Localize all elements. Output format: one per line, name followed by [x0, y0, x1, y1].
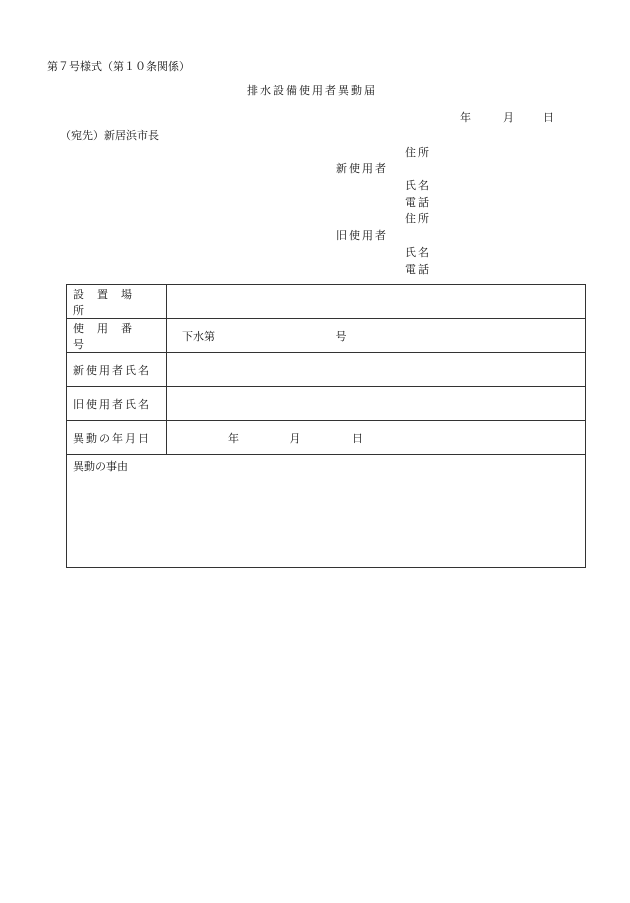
- old-user-name-table-label: 旧使用者氏名: [73, 397, 151, 411]
- change-date-label: 異動の年月日: [73, 431, 151, 445]
- document-title: 排水設備使用者異動届: [247, 84, 377, 97]
- change-date-label-cell: [67, 421, 167, 455]
- new-user-name-label-cell: [67, 353, 167, 387]
- usage-number-suffix: 号: [335, 329, 347, 343]
- change-date-field[interactable]: [167, 421, 586, 455]
- location-label: 設置場所: [73, 287, 145, 317]
- table-row-new-user-name: [67, 353, 586, 387]
- old-user-name-field[interactable]: [167, 387, 586, 421]
- reason-label: 異動の事由: [73, 460, 128, 473]
- old-user-name-label: 氏名: [405, 246, 431, 259]
- usage-number-label-cell: [67, 319, 167, 353]
- table-row-location: [67, 285, 586, 319]
- date-month-label: 月: [503, 111, 514, 124]
- usage-number-prefix: 下水第: [182, 329, 215, 343]
- old-user-address-label: 住所: [405, 212, 431, 225]
- usage-number-field[interactable]: [167, 319, 586, 353]
- date-day-label: 日: [543, 111, 554, 124]
- location-label-cell: [67, 285, 167, 319]
- change-date-month: 月: [289, 431, 301, 445]
- old-user-name-label-cell: [67, 387, 167, 421]
- date-year-label: 年: [460, 111, 471, 124]
- old-user-heading: 旧使用者: [336, 229, 388, 242]
- new-user-address-label: 住所: [405, 146, 431, 159]
- notification-table: [66, 284, 586, 568]
- change-date-year: 年: [228, 431, 239, 445]
- location-field[interactable]: [167, 285, 586, 319]
- table-row-change-date: [67, 421, 586, 455]
- new-user-phone-label: 電話: [405, 196, 431, 209]
- new-user-name-field[interactable]: [167, 353, 586, 387]
- table-row-reason: [67, 455, 586, 568]
- form-number: 第７号様式（第１０条関係）: [47, 60, 190, 73]
- table-row-old-user-name: [67, 387, 586, 421]
- new-user-name-table-label: 新使用者氏名: [73, 363, 151, 377]
- table-row-usage-number: [67, 319, 586, 353]
- change-date-day: 日: [352, 431, 363, 445]
- addressee: （宛先）新居浜市長: [60, 129, 159, 142]
- usage-number-label: 使用番号: [73, 321, 145, 351]
- new-user-heading: 新使用者: [336, 162, 388, 175]
- reason-field[interactable]: [67, 455, 586, 568]
- old-user-phone-label: 電話: [405, 263, 431, 276]
- new-user-name-label: 氏名: [405, 179, 431, 192]
